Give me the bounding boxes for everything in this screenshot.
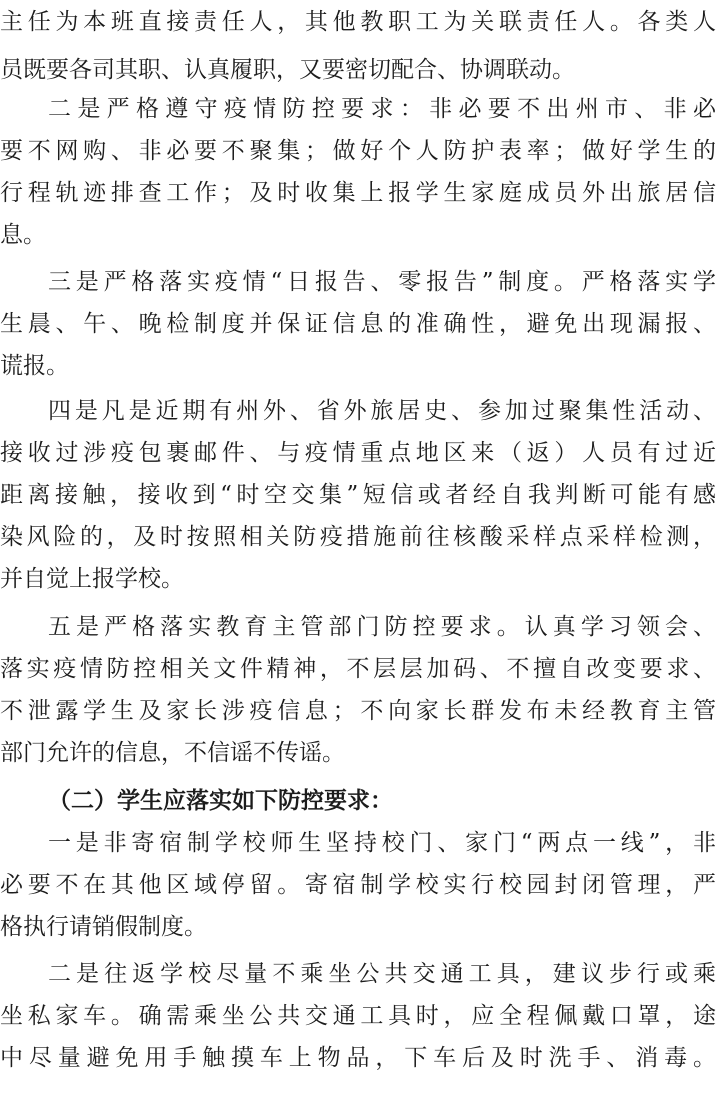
text-line-17: 不泄露学生及家长涉疫信息；不向家长群发布未经教育主管 [0,698,716,724]
text-line-12: 距离接触，接收到“时空交集”短信或者经自我判断可能有感 [0,482,716,508]
text-line-22: 格执行请销假制度。 [0,914,207,940]
text-line-8: 生晨、午、晚检制度并保证信息的准确性，避免出现漏报、 [0,311,716,337]
text-line-11: 接收过涉疫包裹邮件、与疫情重点地区来（返）人员有过近 [0,440,716,466]
text-line-18: 部门允许的信息，不信谣不传谣。 [0,740,345,766]
paragraph-4-start: 四是凡是近期有州外、省外旅居史、参加过聚集性活动、 [48,398,716,424]
paragraph-6-start: 一是非寄宿制学校师生坚持校门、家门“两点一线”，非 [48,830,716,856]
paragraph-7-start: 二是往返学校尽量不乘坐公共交通工具，建议步行或乘 [48,961,716,987]
paragraph-2-start: 二是严格遵守疫情防控要求：非必要不出州市、非必 [48,96,716,122]
paragraph-5-start: 五是严格落实教育主管部门防控要求。认真学习领会、 [48,614,716,640]
text-line-24: 坐私家车。确需乘坐公共交通工具时，应全程佩戴口罩，途 [0,1003,716,1029]
text-line-25: 中尽量避免用手触摸车上物品，下车后及时洗手、消毒。 [0,1045,716,1071]
paragraph-3-start: 三是严格落实疫情“日报告、零报告”制度。严格落实学 [48,269,716,295]
text-line-9: 谎报。 [0,353,69,379]
text-line-5: 行程轨迹排查工作；及时收集上报学生家庭成员外出旅居信 [0,180,716,206]
text-line-16: 落实疫情防控相关文件精神，不层层加码、不擅自改变要求、 [0,656,716,682]
text-line-14: 并自觉上报学校。 [0,566,184,592]
text-line-1: 主任为本班直接责任人，其他教职工为关联责任人。各类人 [0,9,716,35]
section-heading: （二）学生应落实如下防控要求： [48,788,393,814]
text-line-4: 要不网购、非必要不聚集；做好个人防护表率；做好学生的 [0,138,716,164]
text-line-21: 必要不在其他区域停留。寄宿制学校实行校园封闭管理，严 [0,872,716,898]
text-line-2: 员既要各司其职、认真履职，又要密切配合、协调联动。 [0,57,575,83]
text-line-6: 息。 [0,222,46,248]
text-line-13: 染风险的，及时按照相关防疫措施前往核酸采样点采样检测， [0,524,716,550]
